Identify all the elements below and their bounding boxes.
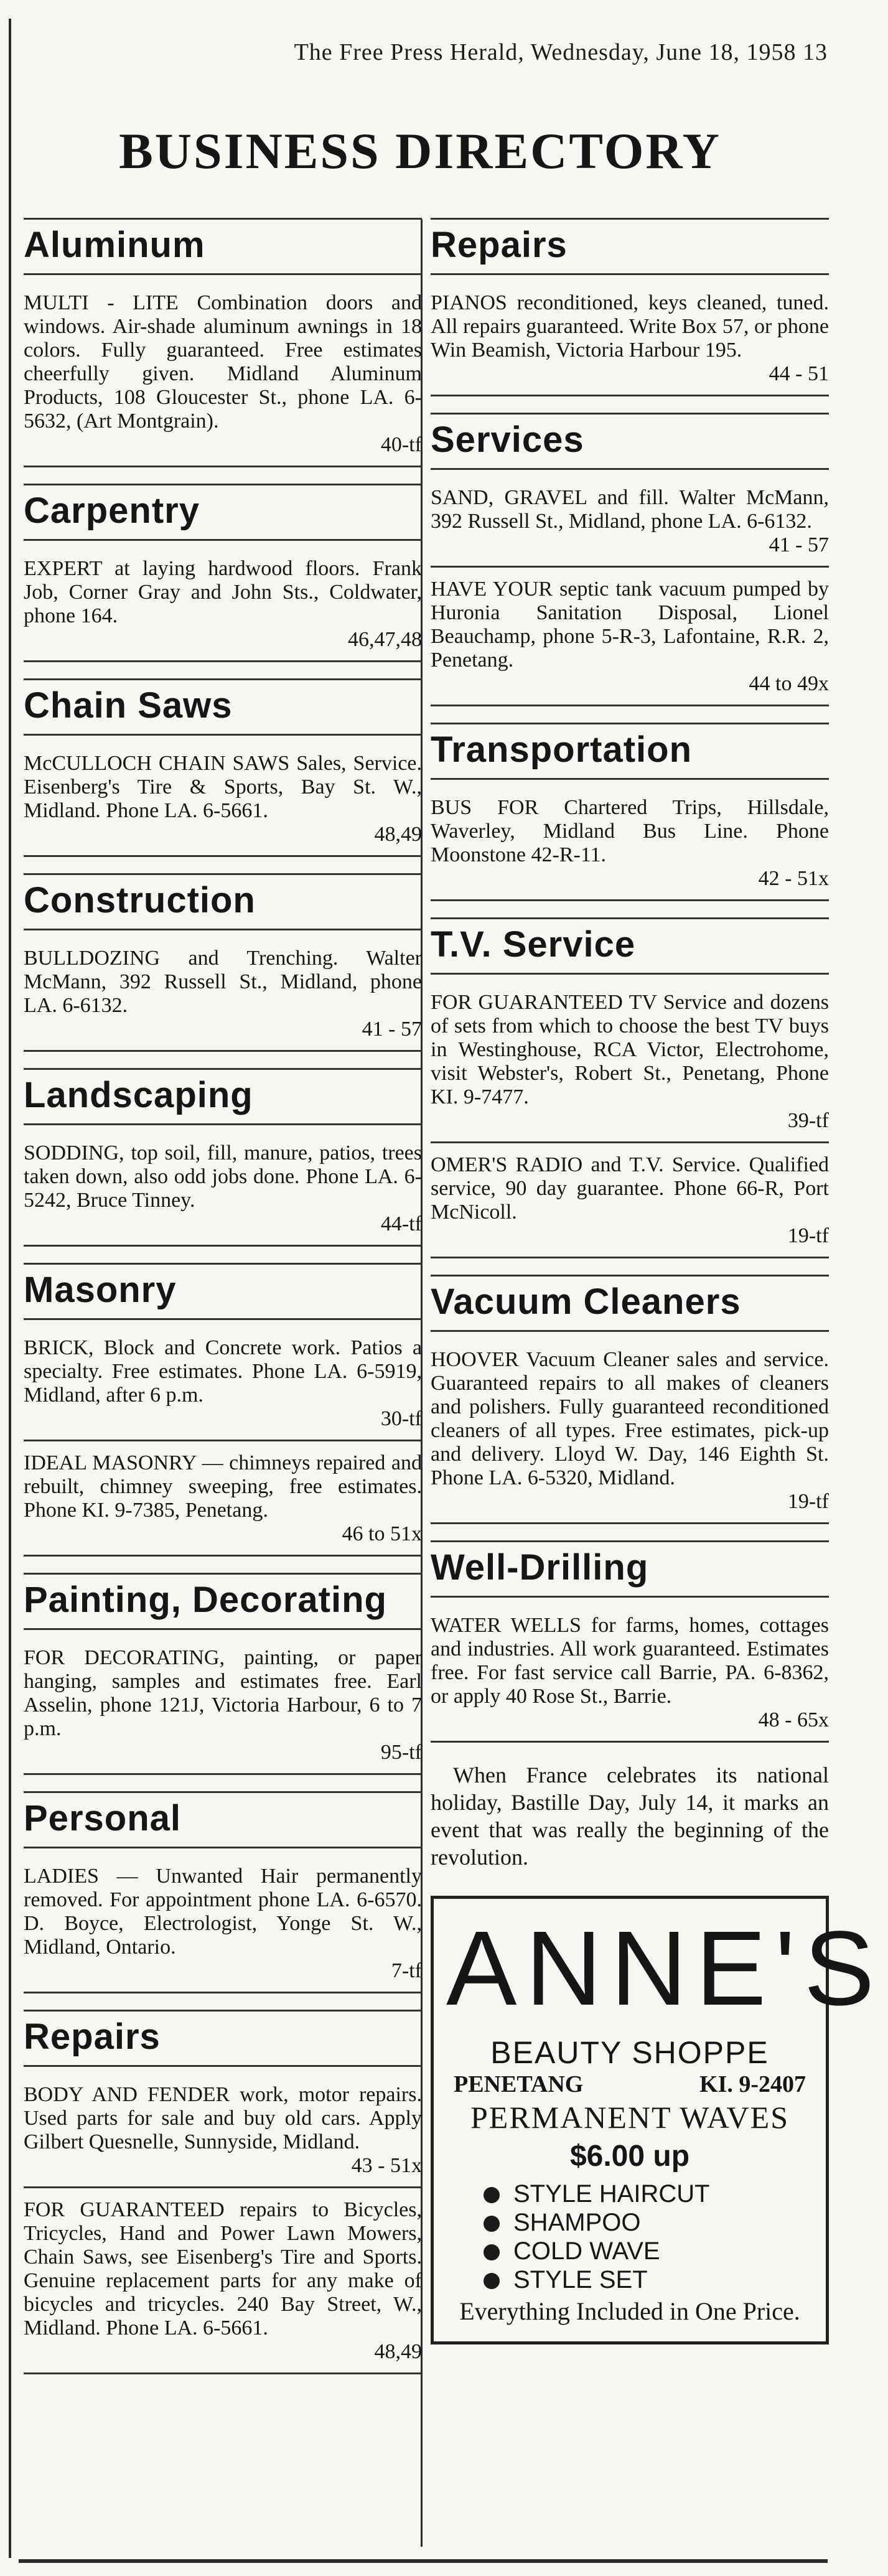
ad-text: SODDING, top soil, fill, manure, patios, trees taken down, also odd jobs done. Phone LA. 6-5242, Bruce Tinney. (24, 1141, 422, 1212)
classified-ad (24, 1331, 422, 1441)
ad-run-code: 41 - 57 (769, 533, 829, 556)
ad-run-code: 95-tf (380, 1741, 422, 1764)
category-heading: Landscaping (24, 1068, 422, 1125)
section-chain-saws (24, 678, 422, 857)
list-item: COLD WAVE (484, 2237, 813, 2265)
ad-text: IDEAL MASONRY — chimneys repaired and rebuilt, chimney sweeping, free estimates. Phone KI. 9-7385, Penetang. (24, 1451, 422, 1522)
ad-brand-name: ANNE'S (446, 1909, 884, 2028)
section-painting-decorating (24, 1573, 422, 1775)
ad-text: BRICK, Block and Concrete work. Patios a specialty. Free estimates. Phone LA. 6-5919, Midland, after 6 p.m. (24, 1336, 422, 1407)
section-well-drilling (431, 1540, 829, 1743)
classified-ad (24, 1860, 422, 1993)
right-sections (431, 218, 829, 1743)
right-column (431, 218, 884, 2344)
bottom-rule (19, 2559, 828, 2563)
list-item: STYLE SET (484, 2265, 813, 2294)
category-heading: Repairs (431, 218, 829, 275)
ad-run-code: 44-tf (380, 1212, 422, 1235)
classified-ad (24, 2193, 422, 2374)
ad-run-code: 48,49 (374, 2340, 422, 2363)
section-personal (24, 1791, 422, 1993)
ad-run-code: 39-tf (787, 1109, 829, 1132)
bullet-icon (484, 2216, 500, 2232)
annes-beauty-shoppe-ad (431, 1896, 884, 2344)
category-heading: Services (431, 413, 829, 470)
list-item: STYLE HAIRCUT (484, 2180, 813, 2208)
ad-run-code: 44 to 49x (749, 672, 829, 695)
ad-text: MULTI - LITE Combination doors and windows. Air-shade aluminum awnings in 18 colors. Fully guaranteed. Free estimates cheerfully given. Midland Aluminum Products, 108 Gloucester St., phone LA. 6-5632, (Art Montgrain). (24, 291, 422, 433)
classified-ad (24, 1641, 422, 1775)
category-heading: Transportation (431, 723, 829, 780)
ad-run-code: 48,49 (374, 823, 422, 846)
category-heading: Aluminum (24, 218, 422, 275)
ad-text: WATER WELLS for farms, homes, cottages and industries. All work guaranteed. Estimates free. For fast service call Barrie, PA. 6-8362, or apply 40 Rose St., Barrie. (431, 1614, 829, 1708)
ad-text: SAND, GRAVEL and fill. Walter McMann, 392 Russell St., Midland, phone LA. 6-6132. (431, 486, 829, 533)
category-heading: Repairs (24, 2010, 422, 2067)
classified-ad (24, 552, 422, 662)
ad-text: EXPERT at laying hardwood floors. Frank Job, Corner Gray and John Sts., Coldwater, phone 164. (24, 557, 422, 627)
category-heading: Construction (24, 873, 422, 930)
category-heading: Painting, Decorating (24, 1573, 422, 1630)
list-item: SHAMPOO (484, 2208, 813, 2237)
ad-service-heading: PERMANENT WAVES (470, 2100, 790, 2135)
ad-text: HOOVER Vacuum Cleaner sales and service. Guaranteed repairs to all makes of cleaners and polishers. Fully guaranteed reconditioned cleaners of all types. Free estimates, pick-up and delivery. Lloyd W. Day, 146 Eighth St. Phone LA. 6-5320, Midland. (431, 1348, 829, 1489)
ad-run-code: 44 - 51 (769, 362, 829, 385)
ad-run-code: 46 to 51x (342, 1522, 422, 1545)
ad-text: BUS FOR Chartered Trips, Hillsdale, Waverley, Midland Bus Line. Phone Moonstone 42-R-11. (431, 796, 829, 866)
ad-price: $6.00 up (569, 2140, 690, 2173)
section-transportation (431, 723, 829, 901)
ad-text: BODY AND FENDER work, motor repairs. Used parts for sale and buy old cars. Apply Gilbert Quesnelle, Sunnyside, Midland. (24, 2083, 422, 2153)
category-heading: Personal (24, 1791, 422, 1848)
filler-paragraph: When France celebrates its national holiday, Bastille Day, July 14, it marks an event that was really the beginning of the revolution. (431, 1763, 829, 1870)
category-heading: Masonry (24, 1263, 422, 1320)
classified-ad (431, 1343, 829, 1524)
left-column (24, 218, 422, 2391)
ad-services-list (484, 2180, 813, 2294)
classified-ad (431, 791, 829, 901)
classified-ad (431, 573, 829, 706)
classified-ad (431, 481, 829, 568)
ad-run-code: 40-tf (380, 433, 422, 456)
ad-text: LADIES — Unwanted Hair permanently removed. For appointment phone LA. 6-6570. D. Boyce, Electrologist, Yonge St. W., Midland, Ontario. (24, 1865, 422, 1959)
classified-ad (431, 986, 829, 1143)
classified-ad (431, 1148, 829, 1258)
ad-phone: KI. 9-2407 (699, 2071, 806, 2097)
ad-run-code: 19-tf (787, 1224, 829, 1247)
classified-ad (24, 942, 422, 1052)
classified-ad (24, 2078, 422, 2188)
ad-location-row (446, 2071, 813, 2098)
category-heading: Vacuum Cleaners (431, 1275, 829, 1332)
ad-town: PENETANG (454, 2071, 584, 2097)
ad-text: FOR DECORATING, painting, or paper hanging, samples and estimates free. Earl Asselin, phone 121J, Victoria Harbour, 6 to 7 p.m. (24, 1646, 422, 1740)
ad-text: BULLDOZING and Trenching. Walter McMann, 392 Russell St., Midland, phone LA. 6-6132. (24, 947, 422, 1017)
section-carpentry (24, 484, 422, 662)
ad-text: FOR GUARANTEED TV Service and dozens of sets from which to choose the best TV buys in Westinghouse, RCA Victor, Electrohome, visit Webster's, Robert St., Penetang, Phone KI. 9-7477. (431, 991, 829, 1108)
classified-ad (431, 1609, 829, 1743)
category-heading: Carpentry (24, 484, 422, 541)
ad-run-code: 41 - 57 (362, 1018, 422, 1041)
section-services (431, 413, 829, 706)
ad-text: PIANOS reconditioned, keys cleaned, tuned. All repairs guaranteed. Write Box 57, or phone Win Beamish, Victoria Harbour 195. (431, 291, 829, 362)
ad-run-code: 42 - 51x (758, 867, 829, 890)
bullet-icon (484, 2244, 500, 2260)
classified-ad (24, 1136, 422, 1247)
section-repairs (431, 218, 829, 396)
ad-run-code: 30-tf (380, 1407, 422, 1430)
section-aluminum (24, 218, 422, 467)
category-heading: Well-Drilling (431, 1540, 829, 1598)
ad-run-code: 7-tf (391, 1959, 422, 1982)
ad-run-code: 48 - 65x (758, 1708, 829, 1731)
classified-ad (24, 286, 422, 467)
page-header: The Free Press Herald, Wednesday, June 18, 1958 13 (294, 39, 828, 65)
left-margin-rule (9, 19, 11, 2558)
ad-shop-type: BEAUTY SHOPPE (490, 2035, 769, 2070)
section-masonry (24, 1263, 422, 1557)
section-landscaping (24, 1068, 422, 1247)
section-t-v-service (431, 917, 829, 1258)
bullet-icon (484, 2273, 500, 2289)
classified-ad (24, 747, 422, 857)
ad-text: OMER'S RADIO and T.V. Service. Qualified service, 90 day guarantee. Phone 66-R, Port McNicoll. (431, 1153, 829, 1224)
ad-text: HAVE YOUR septic tank vacuum pumped by Huronia Sanitation Disposal, Lionel Beauchamp, phone 5-R-3, Lafontaine, R.R. 2, Penetang. (431, 578, 829, 672)
ad-run-code: 46,47,48 (348, 628, 422, 651)
category-heading: Chain Saws (24, 678, 422, 736)
section-repairs (24, 2010, 422, 2374)
ad-footer: Everything Included in One Price. (459, 2297, 800, 2325)
category-heading: T.V. Service (431, 917, 829, 975)
directory-title: BUSINESS DIRECTORY (119, 123, 721, 179)
ad-run-code: 43 - 51x (351, 2154, 422, 2177)
classified-ad (431, 286, 829, 396)
section-construction (24, 873, 422, 1052)
section-vacuum-cleaners (431, 1275, 829, 1524)
classified-ad (24, 1446, 422, 1557)
bullet-icon (484, 2187, 500, 2203)
ad-text: McCULLOCH CHAIN SAWS Sales, Service. Eisenberg's Tire & Sports, Bay St. W., Midland. Phone LA. 6-5661. (24, 752, 422, 822)
ad-text: FOR GUARANTEED repairs to Bicycles, Tricycles, Hand and Power Lawn Mowers, Chain Saws, see Eisenberg's Tire and Sports. Genuine replacement parts for any make of bicycles and tricycles. 240 Bay Street, W., Midland. Phone LA. 6-5661. (24, 2198, 422, 2339)
ad-run-code: 19-tf (787, 1490, 829, 1513)
